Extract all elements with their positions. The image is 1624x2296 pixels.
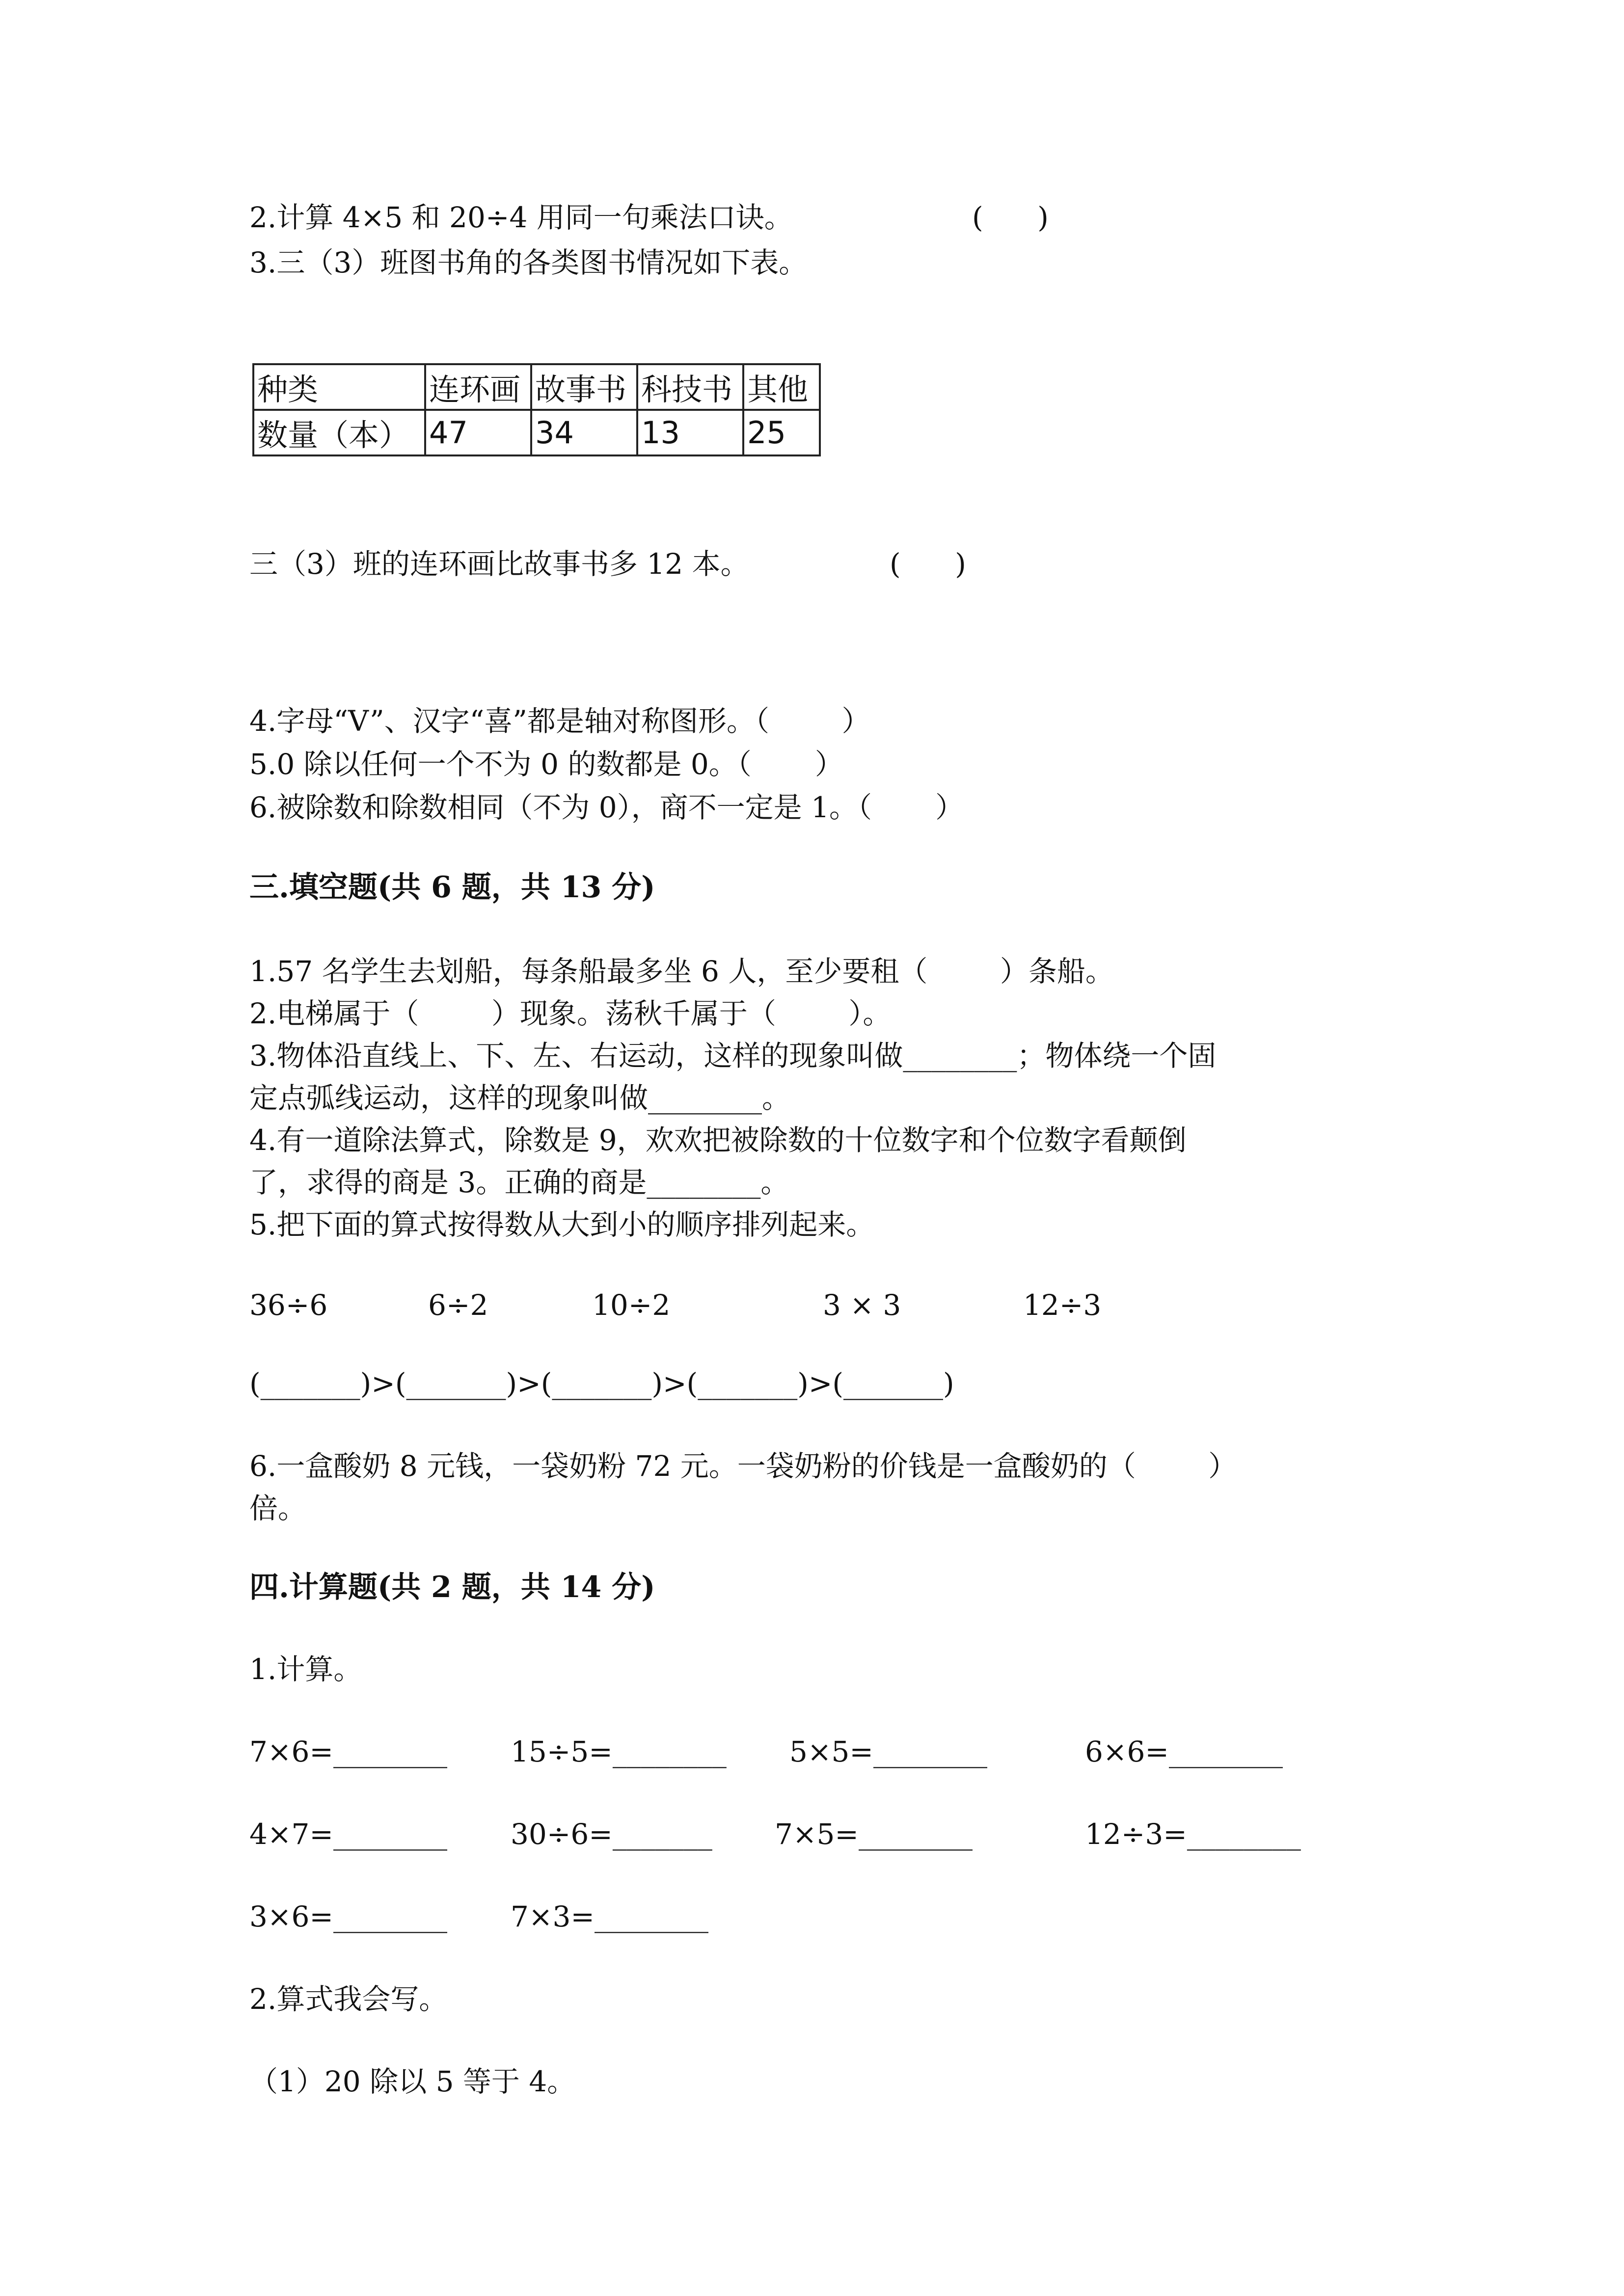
fill-q6-line1: 6.一盒酸奶 8 元钱，一袋奶粉 72 元。一袋奶粉的价钱是一盒酸奶的（ ）: [249, 1449, 1237, 1483]
calc-item[interactable]: 12÷3=________: [1085, 1817, 1301, 1851]
judge-q2-text: 2.计算 4×5 和 20÷4 用同一句乘法口诀。: [249, 201, 793, 234]
table-header-cell: 种类: [253, 364, 425, 410]
calc-item[interactable]: 7×6=________: [249, 1735, 447, 1768]
calc-item[interactable]: 4×7=________: [249, 1817, 447, 1851]
table-cell: 25: [743, 410, 820, 455]
calc-item[interactable]: 6×6=________: [1085, 1735, 1283, 1768]
table-row: [253, 410, 820, 455]
judge-q3-answer-paren[interactable]: ( ): [890, 547, 966, 581]
fill-q5: 5.把下面的算式按得数从大到小的顺序排列起来。: [249, 1208, 875, 1241]
books-table: [252, 363, 821, 456]
calc-q2: 2.算式我会写。: [249, 1982, 448, 2016]
table-cell: 47: [425, 410, 531, 455]
calc-item[interactable]: 30÷6=_______: [511, 1817, 712, 1851]
fill-q3-line1: 3.物体沿直线上、下、左、右运动，这样的现象叫做________；物体绕一个固: [249, 1039, 1217, 1072]
table-header-cell: 科技书: [637, 364, 743, 410]
table-header-cell: 其他: [743, 364, 820, 410]
table-header-cell: 连环画: [425, 364, 531, 410]
fill-q5-expression: 3 × 3: [823, 1288, 901, 1322]
judge-q4: 4.字母“V”、汉字“喜”都是轴对称图形。（ ）: [249, 704, 870, 738]
fill-q5-expression: 6÷2: [428, 1288, 488, 1322]
judge-q3-text: 3.三（3）班图书角的各类图书情况如下表。: [249, 246, 808, 279]
fill-q5-expression: 36÷6: [249, 1288, 328, 1322]
fill-q4-line1: 4.有一道除法算式，除数是 9，欢欢把被除数的十位数字和个位数字看颠倒: [249, 1123, 1187, 1157]
calc-q1: 1.计算。: [249, 1653, 362, 1686]
fill-q1: 1.57 名学生去划船，每条船最多坐 6 人，至少要租（ ）条船。: [249, 955, 1114, 988]
calc-item[interactable]: 7×5=________: [775, 1817, 973, 1851]
calc-item[interactable]: 7×3=________: [511, 1900, 708, 1933]
fill-q3-line2: 定点弧线运动，这样的现象叫做________。: [249, 1081, 791, 1115]
fill-q5-expression: 12÷3: [1023, 1288, 1102, 1322]
judge-q3-statement: 三（3）班的连环画比故事书多 12 本。: [249, 547, 749, 581]
calc-q2-part1: （1）20 除以 5 等于 4。: [249, 2065, 576, 2098]
judge-q6: 6.被除数和除数相同（不为 0），商不一定是 1。（ ）: [249, 791, 964, 824]
section4-title: 四.计算题(共 2 题，共 14 分): [249, 1570, 655, 1604]
table-header-cell: 故事书: [531, 364, 637, 410]
table-cell: 数量（本）: [253, 410, 425, 455]
fill-q4-line2: 了，求得的商是 3。正确的商是________。: [249, 1166, 789, 1199]
table-cell: 34: [531, 410, 637, 455]
calc-item[interactable]: 3×6=________: [249, 1900, 447, 1933]
calc-item[interactable]: 5×5=________: [789, 1735, 987, 1768]
calc-item[interactable]: 15÷5=________: [511, 1735, 727, 1768]
table-cell: 13: [637, 410, 743, 455]
section3-title: 三.填空题(共 6 题，共 13 分): [249, 870, 655, 905]
fill-q6-line2: 倍。: [249, 1492, 307, 1525]
table-row: [253, 364, 820, 410]
fill-q2: 2.电梯属于（ ）现象。荡秋千属于（ ）。: [249, 997, 892, 1030]
judge-q5: 5.0 除以任何一个不为 0 的数都是 0。（ ）: [249, 748, 843, 781]
fill-q5-order-blanks[interactable]: (_______)>(_______)>(_______)>(_______)>(_______): [249, 1367, 954, 1400]
fill-q5-expression: 10÷2: [592, 1288, 671, 1322]
judge-q2-answer-paren[interactable]: ( ): [972, 201, 1049, 234]
